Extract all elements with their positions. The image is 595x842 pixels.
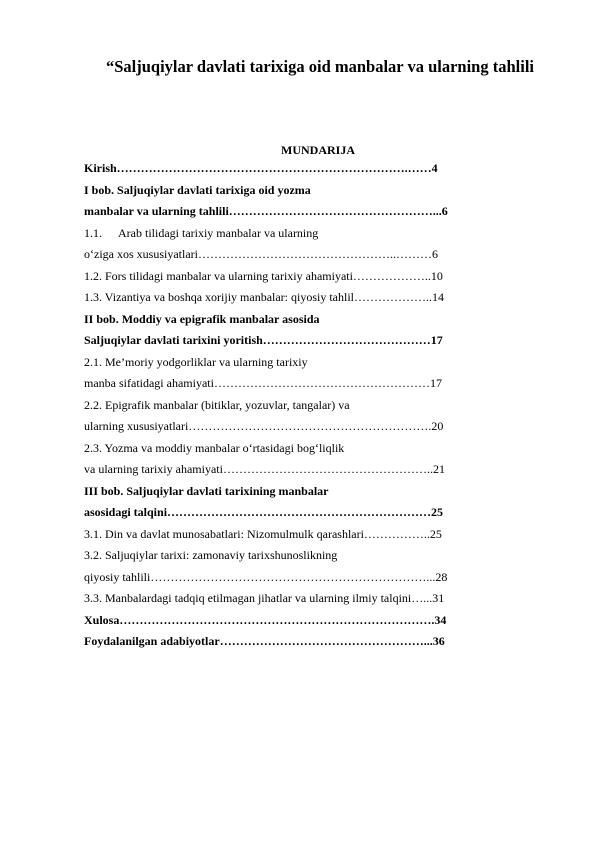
toc-entry-text: III bob. Saljuqiylar davlati tarixining manbalar — [84, 483, 329, 498]
toc-entry-text: Arab tilidagi tarixiy manbalar va ularning — [118, 225, 319, 240]
toc-entry — [84, 481, 514, 503]
toc-entry-text: Foydalanilgan adabiyotlar……………………………………………...36 — [84, 634, 445, 648]
toc-entry-text: 1.3. Vizantiya va boshqa xorijiy manbalar: qiyosiy tahlil………………..14 — [84, 290, 445, 304]
toc-entry — [84, 588, 514, 610]
toc-entry — [84, 438, 514, 460]
toc-entry-text: va ularning tarixiy ahamiyati……………………………………………..21 — [84, 462, 445, 476]
toc-entry-text: 2.1. Me’moriy yodgorliklar va ularning tarixiy — [84, 354, 308, 369]
toc-entry — [84, 158, 514, 180]
toc-entry — [84, 244, 514, 266]
toc-entry — [84, 502, 514, 524]
toc-entry-text: II bob. Moddiy va epigrafik manbalar asosida — [84, 311, 320, 326]
toc-entry — [84, 309, 514, 331]
toc-entry-text: I bob. Saljuqiylar davlati tarixiga oid yozma — [84, 182, 311, 197]
toc-entry-text: 1.2. Fors tilidagi manbalar va ularning tarixiy ahamiyati………………..10 — [84, 268, 443, 283]
toc-entry — [84, 395, 514, 417]
toc-entry-text: ularning xususiyatlari…………………………………………………….20 — [84, 419, 444, 433]
toc-entry — [84, 459, 514, 481]
toc-entry — [84, 352, 514, 374]
toc-entry — [84, 610, 514, 632]
toc-entry-text: 3.2. Saljuqiylar tarixi: zamonaviy tarixshunoslikning — [84, 548, 338, 562]
toc-entry-text: asosidagi talqini…………………………………………………………25 — [84, 505, 444, 519]
toc-entry — [84, 266, 514, 288]
toc-entry — [84, 287, 514, 309]
toc-entry — [84, 567, 514, 589]
toc-entry — [84, 330, 514, 352]
toc-entry-text: 3.1. Din va davlat munosabatlari: Nizomulmulk qarashlari……………..25 — [84, 526, 442, 541]
toc-entry-text: manba sifatidagi ahamiyati………………………………………………17 — [84, 376, 442, 390]
table-of-contents — [84, 158, 514, 653]
toc-entry-text: qiyosiy tahlili……………………………………………………………...28 — [84, 569, 448, 584]
toc-entry-text: o‘ziga xos xususiyatlari…………………………………………..………6 — [84, 247, 438, 261]
toc-entry — [84, 416, 514, 438]
toc-entry — [84, 223, 514, 245]
toc-entry-text: Kirish……………………………………………………………….……4 — [84, 161, 438, 175]
toc-entry-text: manbalar va ularning tahlili……………………………………………...6 — [84, 204, 448, 218]
toc-heading: MUNDARIJA — [281, 143, 355, 157]
toc-entry — [84, 201, 514, 223]
toc-entry — [84, 373, 514, 395]
toc-entry-text: 2.2. Epigrafik manbalar (bitiklar, yozuvlar, tangalar) va — [84, 397, 350, 412]
toc-entry-number: 1.1. — [84, 225, 102, 240]
toc-entry — [84, 545, 514, 567]
toc-entry-text: Xulosa…………………………………………………………………….34 — [84, 612, 447, 627]
toc-entry-text: 2.3. Yozma va moddiy manbalar o‘rtasidagi bog‘liqlik — [84, 440, 345, 455]
document-title: “Saljuqiylar davlati tarixiga oid manbalar va ularning tahlili — [105, 57, 534, 76]
toc-entry — [84, 524, 514, 546]
toc-entry-text: 3.3. Manbalardagi tadqiq etilmagan jihatlar va ularning ilmiy talqini…...31 — [84, 591, 445, 605]
toc-entry-text: Saljuqiylar davlati tarixini yoritish……………………………………17 — [84, 333, 443, 347]
toc-entry — [84, 180, 514, 202]
toc-entry — [84, 631, 514, 653]
